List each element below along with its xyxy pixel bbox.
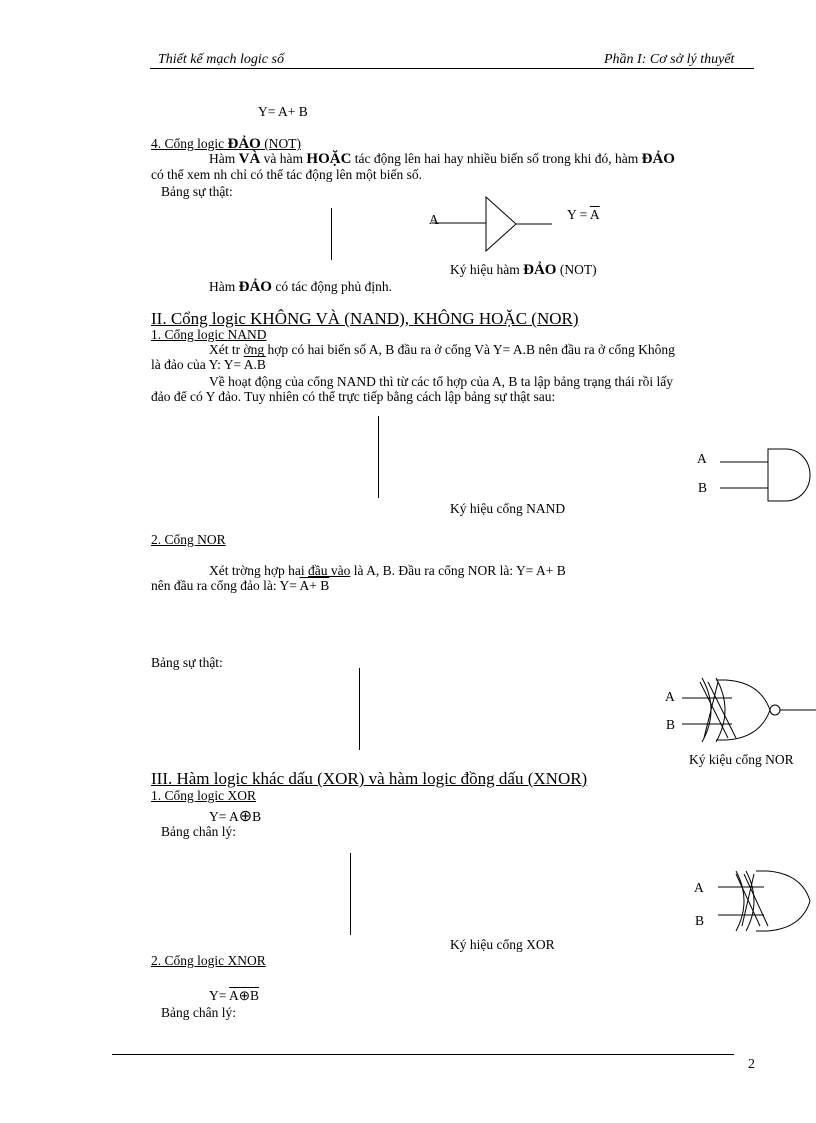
header-rule [150,68,754,69]
xor-title: 1. Cổng logic XOR [151,788,257,803]
nor-gate-symbol [660,678,816,748]
xnor-truth-label: Bảng chân lý: [161,1005,236,1020]
not-caption: Ký hiệu hàm ĐẢO (NOT) [450,262,597,278]
not-output-formula: $Y = \overline{A}$ [567,207,600,222]
section3-title: III. Hàm logic khác dấu (XOR) và hàm logic đồng dấu (XNOR) [151,769,588,788]
xor-caption: Ký hiệu cổng XOR [450,937,555,952]
xor-gate-symbol [690,868,816,938]
nor-truth-label: Bảng sự thật: [151,655,223,670]
nand-gate-symbol [690,440,816,510]
xor-input-b: B [695,913,705,928]
nand-paragraph-line4: đảo để có Y đảo. Tuy nhiên có thể trực tiếp bằng cách lập bảng sự thật sau: [151,389,556,404]
not-note: Hàm ĐẢO có tác động phủ định. [209,279,392,295]
nor-input-b: B [666,717,676,732]
nor-truth-table-divider [359,668,360,750]
nand-input-b: B [698,480,708,495]
xor-formula: Y= A⊕B [209,808,262,825]
xnor-formula: Y= A⊕B [209,988,260,1003]
nor-paragraph-line2: nên đầu ra cổng đảo là: Y= A+ B [151,578,330,593]
xor-truth-label: Bảng chân lý: [161,824,236,839]
not-title: 4. Cổng logic ĐẢO (NOT) [151,136,301,152]
not-paragraph-line2: có thể xem nh chỉ có thể tác động lên một biến số. [151,167,423,182]
not-truth-label: Bảng sự thật: [161,184,233,199]
header-right: Phần I: Cơ sở lý thuyết [604,52,735,67]
xor-truth-table-divider [350,853,351,935]
nor-caption: Ký kiệu cổng NOR [689,752,794,767]
not-paragraph-line1: Hàm VÀ và hàm HOẶC tác động lên hai hay nhiều biến số trong khi đó, hàm ĐẢO [209,151,675,167]
section2-title: II. Cổng logic KHÔNG VÀ (NAND), KHÔNG HOẶC (NOR) [151,309,579,328]
nand-caption: Ký hiệu cổng NAND [450,501,566,516]
top-formula: Y= A+ B [258,104,308,119]
footer-rule [112,1054,734,1055]
not-input-a: A [429,212,439,227]
nor-input-a: A [665,689,675,704]
nand-title: 1. Cổng logic NAND [151,327,267,342]
nand-input-a: A [697,451,707,466]
page-number: 2 [748,1057,755,1072]
nor-paragraph-line1: Xét trờng hợp hai đầu vào là A, B. Đầu ra cổng NOR là: Y= A+ B [209,563,566,578]
xnor-title: 2. Cổng logic XNOR [151,953,266,968]
nand-paragraph-line3: Về hoạt động của cổng NAND thì từ các tổ hợp của A, B ta lập bảng trạng thái rồi lấy [209,374,673,389]
xor-input-a: A [694,880,704,895]
not-gate-symbol [420,190,620,260]
nand-paragraph-line1: Xét tr ờng hợp có hai biến số A, B đầu ra ở cổng Và Y= A.B nên đầu ra ở cổng Không [209,342,675,357]
header-left: Thiết kế mạch logic số [158,52,284,67]
not-truth-table-divider [331,208,332,260]
nand-paragraph-line2: là đảo của Y: Y= A.B [151,357,266,372]
nand-truth-table-divider [378,416,379,498]
nor-title: 2. Cổng NOR [151,532,226,547]
